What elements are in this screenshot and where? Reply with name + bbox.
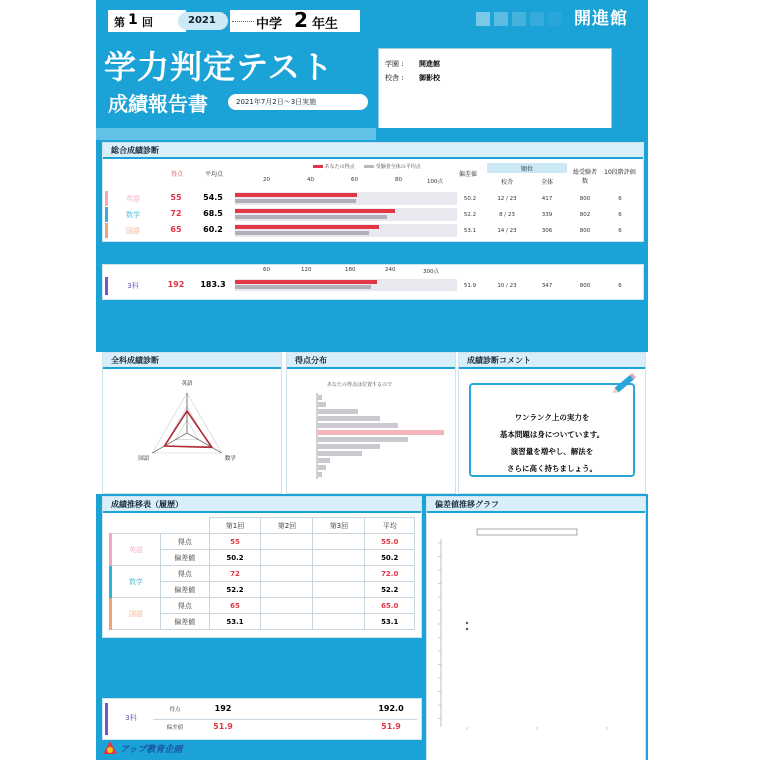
info-label-campus: 校舎 : (385, 74, 404, 82)
legend (313, 163, 421, 170)
trend-row-label-dev: 偏差値 (161, 550, 210, 566)
top-bar (96, 0, 648, 40)
bar-you (235, 209, 395, 213)
grade-box (230, 10, 360, 32)
trend-empty (313, 598, 365, 614)
trend-col: 第1回 (209, 518, 261, 534)
year: 2021 (188, 15, 216, 26)
radar-axis-label: 英語 (181, 381, 193, 387)
info-label-school: 学園 : (385, 60, 404, 68)
grade-number: 2 (294, 8, 308, 32)
trend-score-row (111, 534, 415, 550)
trend-dev: 50.2 (209, 550, 261, 566)
distribution-bar (318, 430, 444, 435)
subject-deviation: 50.2 (463, 196, 477, 202)
trend-total-panel (102, 698, 422, 740)
distribution-bar (318, 458, 330, 463)
comment-line: 演習量を増やし、解法を (510, 447, 594, 456)
gradient-stripes (476, 12, 566, 26)
distribution-bar (318, 402, 326, 407)
total-bar-avg (235, 285, 371, 289)
year-pill (178, 12, 228, 30)
trend-score-avg: 55.0 (365, 534, 415, 550)
footer-logo (102, 740, 222, 758)
total-subject: 3科 (127, 282, 139, 290)
trend-dev: 52.2 (209, 582, 261, 598)
trend-score-row (111, 566, 415, 582)
distribution-section-title: 得点分布 (287, 353, 455, 369)
subject-rank-all: 417 (541, 196, 553, 202)
subject-deviation: 53.1 (463, 228, 477, 234)
subject-avg: 54.5 (203, 193, 223, 202)
radar-panel (102, 352, 282, 494)
trend-empty (261, 534, 313, 550)
trend-empty (261, 582, 313, 598)
distribution-bar (318, 423, 398, 428)
total-avg: 183.3 (200, 280, 226, 289)
total-scale-tick: 180 (345, 267, 356, 273)
date-range: 2021年7月2日～3日実施 (236, 98, 317, 106)
trend-subject: 英語 (111, 534, 161, 566)
subject-marker (105, 223, 108, 238)
subject-rank-all: 306 (541, 228, 553, 234)
overall-row (103, 223, 641, 238)
trend-col: 第3回 (313, 518, 365, 534)
scale-tick: 40 (307, 177, 314, 183)
col-deviation-header: 偏差値 (458, 171, 477, 178)
pencil-icon (609, 367, 641, 399)
trend-subject: 数学 (111, 566, 161, 598)
total-bar-you (235, 280, 377, 284)
company-logo-icon (102, 740, 118, 756)
trend-subject: 国語 (111, 598, 161, 630)
grade-suffix: 年生 (312, 17, 339, 32)
trend-row-label-score: 得点 (161, 534, 210, 550)
total-bar-track (235, 279, 457, 291)
radar-axis-label: 数学 (224, 456, 236, 462)
subject-rank-school: 12 / 23 (497, 196, 517, 202)
trend-dev-avg: 53.1 (365, 614, 415, 630)
scale-tick: 60 (351, 177, 358, 183)
scale-tick: 100点 (427, 179, 443, 185)
total-scale (231, 267, 451, 275)
subject-score: 65 (170, 225, 182, 234)
subject-name: 国語 (126, 227, 140, 235)
radar-section-title: 全科成績診断 (103, 353, 281, 369)
session-prefix: 第 (114, 16, 125, 29)
trend-total-marker (105, 703, 108, 735)
brand-logo: 開進館 (574, 9, 628, 29)
trend-empty (313, 566, 365, 582)
trend-empty (313, 582, 365, 598)
session-suffix: 回 (142, 16, 153, 29)
dev-graph-panel (426, 496, 646, 760)
col-score-header: 得点 (170, 171, 183, 178)
trend-row-label-dev: 偏差値 (161, 614, 210, 630)
overall-row (103, 191, 641, 206)
distribution-bar (318, 444, 380, 449)
session-box (108, 10, 186, 32)
info-value-school: 開進館 (419, 60, 440, 68)
bar-you (235, 225, 379, 229)
trend-score-avg: 65.0 (365, 598, 415, 614)
legend-you: あなたの得点 (324, 164, 355, 170)
total-deviation: 51.9 (463, 283, 477, 289)
comment-text (471, 409, 633, 477)
distribution-bar (318, 451, 362, 456)
trend-row-label-score: 得点 (161, 598, 210, 614)
total-scale-tick: 60 (263, 267, 270, 273)
comment-section-title: 成績診断コメント (459, 353, 645, 369)
trend-col: 平均 (365, 518, 415, 534)
trend-total-row-dev: 偏差値 (166, 725, 184, 731)
radar-axis (152, 433, 187, 453)
total-rank-school: 10 / 23 (497, 283, 517, 289)
subject-score: 55 (170, 193, 182, 202)
trend-table (109, 517, 415, 630)
score-scale (231, 177, 451, 185)
radar-chart (103, 371, 281, 491)
dev-graph-section-title: 偏差値推移グラフ (427, 497, 645, 513)
scale-tick: 20 (263, 177, 270, 183)
subject-eval: 6 (618, 196, 622, 202)
trend-empty (313, 534, 365, 550)
bar-track (235, 224, 457, 237)
subject-avg: 60.2 (203, 225, 223, 234)
trend-empty (261, 550, 313, 566)
col-rank-school: 校舎 (500, 179, 513, 186)
subject-examinees: 800 (579, 196, 591, 202)
total-card (102, 264, 644, 300)
title-band-shade (96, 128, 376, 140)
trend-score-row (111, 598, 415, 614)
dev-legend-box (477, 529, 577, 535)
date-pill (228, 94, 368, 110)
total-eval: 6 (618, 283, 622, 289)
bar-you (235, 193, 357, 197)
subject-marker (105, 207, 108, 222)
trend-total-divider (153, 719, 417, 720)
subject-rank-school: 8 / 23 (499, 212, 515, 218)
trend-body (111, 534, 415, 630)
subject-score: 72 (170, 209, 182, 218)
trend-total-dev-avg: 51.9 (381, 722, 401, 731)
overall-card (102, 142, 644, 242)
total-scale-tick: 120 (301, 267, 312, 273)
subject-marker (105, 191, 108, 206)
trend-empty (313, 614, 365, 630)
distribution-panel (286, 352, 456, 494)
subject-eval: 6 (618, 228, 622, 234)
trend-empty (261, 614, 313, 630)
comment-panel (458, 352, 646, 494)
bar-avg (235, 231, 369, 235)
trend-col: 第2回 (261, 518, 313, 534)
trend-empty (313, 550, 365, 566)
dotted-leader (232, 21, 254, 22)
trend-table-panel (102, 496, 422, 638)
bar-avg (235, 199, 356, 203)
trend-score: 55 (209, 534, 261, 550)
company-name: アップ教育企画 (120, 745, 183, 755)
subject-examinees: 800 (579, 228, 591, 234)
report-title: 学力判定テスト (104, 48, 334, 86)
subject-name: 英語 (126, 195, 140, 203)
bar-avg (235, 215, 387, 219)
radar-axis-label: 国語 (138, 456, 150, 462)
report-sheet (96, 0, 648, 760)
distribution-bar (318, 472, 322, 477)
trend-empty (261, 566, 313, 582)
total-scale-tick: 240 (385, 267, 396, 273)
overall-section-title: 総合成績診断 (103, 143, 643, 159)
distribution-bar (318, 465, 326, 470)
bar-track (235, 192, 457, 205)
trend-score-avg: 72.0 (365, 566, 415, 582)
trend-total-dev: 51.9 (213, 722, 233, 731)
overall-row (103, 207, 641, 222)
subject-rank-all: 339 (541, 212, 553, 218)
subject-name: 数学 (126, 211, 140, 219)
subject-eval: 6 (618, 212, 622, 218)
legend-avg: 受験者全体の平均点 (375, 164, 421, 170)
trend-total-score: 192 (214, 704, 232, 713)
grade-prefix: 中学 (256, 17, 283, 32)
rank-group-header (487, 163, 567, 173)
total-marker (105, 277, 108, 295)
session-number: 1 (128, 12, 138, 28)
trend-total-score-avg: 192.0 (378, 704, 404, 713)
trend-dev-avg: 50.2 (365, 550, 415, 566)
distribution-bar (318, 437, 408, 442)
total-score: 192 (167, 280, 185, 289)
subject-rank-school: 14 / 23 (497, 228, 517, 234)
trend-score: 72 (209, 566, 261, 582)
trend-row-label-dev: 偏差値 (161, 582, 210, 598)
distribution-chart-title: あなたの得点は位置するので (327, 382, 393, 388)
col-examinees: 総受験者数 (572, 169, 597, 185)
scale-tick: 80 (395, 177, 402, 183)
bar-track (235, 208, 457, 221)
comment-line: 基本問題は身についています。 (499, 430, 605, 439)
dev-point (466, 622, 468, 624)
trend-dev-avg: 52.2 (365, 582, 415, 598)
trend-table-section-title: 成績推移表（履歴） (103, 497, 421, 513)
deviation-graph (427, 515, 645, 755)
total-examinees: 800 (579, 283, 591, 289)
col-eval: 10段階評価 (604, 169, 636, 176)
subject-avg: 68.5 (203, 209, 223, 218)
subject-deviation: 52.2 (463, 212, 477, 218)
trend-empty (261, 598, 313, 614)
rank-group-label: 順位 (520, 166, 533, 173)
comment-line: さらに高く持ちましょう。 (507, 464, 597, 473)
report-subtitle: 成績報告書 (108, 92, 208, 116)
trend-score: 65 (209, 598, 261, 614)
distribution-bar (318, 409, 358, 414)
info-value-campus: 御影校 (419, 74, 440, 82)
distribution-chart (287, 389, 455, 489)
total-scale-tick: 300点 (423, 269, 439, 275)
total-rank-all: 347 (541, 283, 553, 289)
trend-row-label-score: 得点 (161, 566, 210, 582)
col-rank-all: 全体 (540, 179, 553, 186)
trend-total-subject: 3科 (125, 714, 137, 722)
distribution-bar (318, 395, 322, 400)
trend-dev: 53.1 (209, 614, 261, 630)
title-band (96, 40, 648, 128)
trend-total-row-score: 得点 (169, 707, 181, 713)
dev-point (466, 628, 468, 630)
subject-examinees: 802 (579, 212, 591, 218)
distribution-bar (318, 416, 380, 421)
comment-line: ワンランク上の実力を (514, 413, 590, 422)
col-avg-header: 平均点 (204, 171, 223, 178)
